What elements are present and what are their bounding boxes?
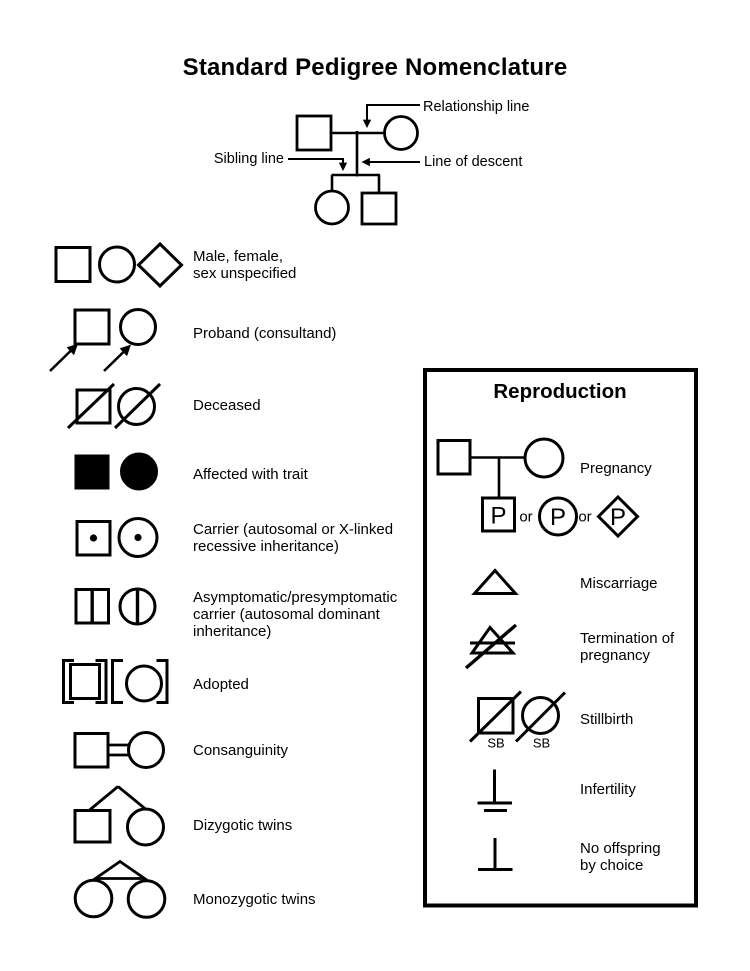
consanguinity-circle-icon	[129, 733, 164, 768]
legend-label-male-female-unspecified	[193, 248, 296, 282]
proband-arrow-icon	[104, 352, 124, 372]
female-circle-icon	[100, 247, 135, 282]
stillbirth-abbr: SB	[487, 735, 505, 751]
legend-label-monozygotic-twins	[193, 891, 316, 908]
relationship-line-label: Relationship line	[423, 99, 530, 115]
label-line: Asymptomatic/presymptomatic	[193, 589, 398, 606]
male-female-unspecified-symbols	[56, 244, 182, 286]
label-line: Termination of	[580, 630, 675, 647]
label-line: No offspring	[580, 840, 661, 857]
label-line: Stillbirth	[580, 711, 634, 728]
mother-circle-icon	[385, 117, 418, 150]
adopted-symbols	[64, 661, 168, 703]
pregnancy-letter: P	[609, 504, 627, 531]
pregnancy-mother-circle-icon	[525, 439, 563, 477]
label-line: Consanguinity	[193, 742, 289, 759]
label-line: Proband (consultand)	[193, 325, 337, 342]
daughter-circle-icon	[316, 191, 349, 224]
presymptomatic-carrier-symbols	[76, 589, 155, 624]
bracket-icon	[113, 661, 124, 703]
sex-unspecified-diamond-icon	[139, 244, 182, 286]
label-line: Pregnancy	[580, 460, 652, 477]
consanguinity-square-icon	[75, 734, 108, 768]
repro-label-infertility	[580, 781, 636, 798]
label-line: Infertility	[580, 781, 636, 798]
label-line: Carrier (autosomal or X-linked	[193, 521, 394, 538]
pregnancy-letter: P	[549, 504, 567, 531]
repro-label-termination	[580, 630, 674, 664]
label-line: by choice	[580, 857, 644, 874]
affected-square-icon	[75, 455, 109, 489]
proband-square-icon	[75, 310, 109, 344]
line-of-descent-label: Line of descent	[424, 154, 523, 170]
repro-label-pregnancy	[580, 460, 652, 477]
dizygotic-twins-symbols	[75, 787, 164, 846]
termination-symbol	[466, 625, 516, 668]
stillbirth-symbols	[470, 692, 565, 751]
repro-label-no-offspring	[580, 840, 661, 874]
deceased-symbols	[68, 384, 160, 428]
miscarriage-symbol	[475, 571, 516, 594]
dizygotic-square-icon	[75, 811, 110, 843]
legend-label-carrier	[193, 521, 393, 555]
page-title: Standard Pedigree Nomenclature	[182, 54, 568, 81]
label-line: Deceased	[193, 397, 261, 414]
carrier-symbols	[77, 519, 157, 557]
label-line: sex unspecified	[193, 265, 297, 282]
pregnancy-symbols	[438, 439, 638, 536]
affected-circle-icon	[121, 453, 158, 490]
affected-symbols	[75, 453, 158, 490]
twin-triangle-icon	[96, 862, 145, 879]
repro-label-miscarriage	[580, 575, 658, 592]
infertility-symbol	[478, 770, 513, 811]
legend-label-adopted	[193, 676, 249, 693]
legend-label-presymptomatic-carrier	[193, 589, 397, 640]
pregnancy-father-square-icon	[438, 441, 470, 475]
deceased-square-icon	[77, 390, 110, 423]
miscarriage-triangle-icon	[475, 571, 516, 594]
proband-symbols	[50, 310, 156, 372]
male-square-icon	[56, 248, 90, 282]
monozygotic-circle-icon	[128, 881, 165, 918]
label-line: Dizygotic twins	[193, 817, 293, 834]
label-line: Male, female,	[193, 248, 284, 265]
label-line: recessive inheritance)	[193, 538, 339, 555]
label-line: inheritance)	[193, 623, 272, 640]
no-offspring-symbol	[478, 838, 513, 870]
label-line: carrier (autosomal dominant	[193, 606, 380, 623]
label-line: Monozygotic twins	[193, 891, 316, 908]
son-square-icon	[362, 193, 396, 224]
monozygotic-twins-symbols	[75, 862, 165, 918]
sibling-line-pointer-arrow	[288, 159, 343, 164]
proband-circle-icon	[121, 310, 156, 345]
legend-label-consanguinity	[193, 742, 288, 759]
pregnancy-letter: P	[490, 502, 507, 530]
adopted-circle-icon	[127, 666, 162, 701]
legend-label-affected	[193, 466, 308, 483]
legend-label-deceased	[193, 397, 261, 414]
legend-label-proband	[193, 325, 336, 342]
label-line: Adopted	[193, 676, 249, 693]
father-square-icon	[297, 116, 331, 150]
monozygotic-circle-icon	[75, 880, 112, 917]
repro-label-stillbirth	[580, 711, 633, 728]
or-text: or	[519, 508, 533, 526]
proband-arrow-icon	[50, 351, 71, 372]
consanguinity-symbols	[75, 733, 164, 768]
example-pedigree-diagram	[288, 105, 420, 224]
label-line: Miscarriage	[580, 575, 658, 592]
reproduction-box-title: Reproduction	[493, 380, 627, 403]
adopted-square-icon	[71, 665, 100, 699]
dizygotic-circle-icon	[128, 809, 164, 845]
label-line: Affected with trait	[193, 466, 308, 483]
label-line: pregnancy	[580, 647, 651, 664]
sibling-line-label: Sibling line	[213, 151, 284, 167]
bracket-icon	[64, 661, 75, 703]
legend-label-dizygotic-twins	[193, 817, 292, 834]
stillbirth-abbr: SB	[532, 735, 551, 751]
or-text: or	[578, 508, 592, 526]
